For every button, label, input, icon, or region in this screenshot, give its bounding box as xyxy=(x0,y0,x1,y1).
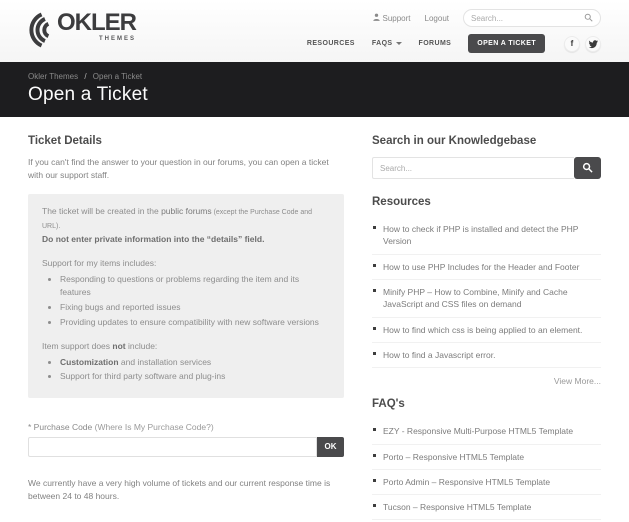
list-item xyxy=(60,273,330,300)
includes-list xyxy=(48,273,330,329)
breadcrumb xyxy=(28,72,601,81)
support-policy-box xyxy=(28,194,344,398)
breadcrumb-separator: / xyxy=(84,72,87,81)
user-icon xyxy=(373,13,380,23)
exclude-item-text: Support for third party software and plug-ins xyxy=(60,371,226,382)
resources-heading: Resources xyxy=(372,196,431,208)
list-item xyxy=(60,316,330,330)
resources-list xyxy=(372,217,601,368)
list-item xyxy=(372,495,601,520)
facebook-icon[interactable]: f xyxy=(564,36,580,52)
view-more-link[interactable]: View More... xyxy=(553,376,601,387)
logo-wave-icon xyxy=(28,11,54,49)
excludes-label-post: include: xyxy=(125,341,158,352)
open-ticket-button[interactable]: OPEN A TICKET xyxy=(468,34,545,53)
nav-item-resources[interactable] xyxy=(307,40,355,47)
ticket-details-heading: Ticket Details xyxy=(28,135,102,147)
notice-small: (except the Purchase Code and URL). xyxy=(42,209,313,230)
page-title: Open a Ticket xyxy=(28,84,148,105)
logo-text xyxy=(57,11,136,42)
resource-link[interactable]: How to find a Javascript error. xyxy=(383,349,496,360)
knowledgebase-search xyxy=(372,157,601,179)
logo-tagline: THEMES xyxy=(98,36,136,42)
resource-link[interactable]: How to use PHP Includes for the Header and Footer xyxy=(383,261,580,272)
notice-text xyxy=(42,205,330,232)
excludes-label-pre: Item support does xyxy=(42,341,113,352)
logo-name: OKLER xyxy=(57,9,136,36)
include-item-text: Fixing bugs and reported issues xyxy=(60,301,181,312)
faq-link[interactable]: Porto Admin – Responsive HTML5 Template xyxy=(383,476,551,487)
nav-faqs-label: FAQS xyxy=(371,40,393,47)
list-item xyxy=(372,470,601,495)
header xyxy=(0,0,629,62)
purchase-code-row xyxy=(28,437,344,457)
logo[interactable] xyxy=(28,11,136,62)
list-item xyxy=(372,255,601,280)
twitter-icon[interactable] xyxy=(585,36,601,52)
utility-row xyxy=(373,9,602,27)
header-right xyxy=(307,0,601,62)
logout-link[interactable] xyxy=(425,14,449,23)
excludes-list xyxy=(48,356,330,384)
kb-search-button[interactable] xyxy=(574,157,601,179)
response-time-note: We currently have a very high volume of tickets and our current response time is between 24 to 48 hours. xyxy=(28,477,331,502)
list-item xyxy=(60,370,330,384)
social-links xyxy=(564,36,601,52)
logout-label: Logout xyxy=(424,13,449,23)
list-item xyxy=(372,343,601,368)
main-nav xyxy=(307,34,601,53)
nav-forums-label: FORUMS xyxy=(418,40,452,47)
public-forums-link[interactable]: public forums xyxy=(161,206,212,217)
purchase-label-text: * Purchase Code xyxy=(28,421,95,432)
list-item xyxy=(60,356,330,370)
faqs-list xyxy=(372,419,601,520)
excludes-label-bold: not xyxy=(112,341,126,352)
resource-link[interactable]: Minify PHP – How to Combine, Minify and Cache JavaScript and CSS files on demand xyxy=(383,286,568,310)
include-item-text: Responding to questions or problems regarding the item and its features xyxy=(60,273,300,298)
view-more xyxy=(372,370,601,396)
faq-link[interactable]: Tucson – Responsive HTML5 Template xyxy=(383,502,532,513)
page-title-band xyxy=(0,62,629,117)
purchase-code-label xyxy=(28,422,344,432)
search-icon xyxy=(582,161,593,176)
header-search-input[interactable] xyxy=(471,14,584,23)
sidebar xyxy=(372,135,601,522)
kb-search-input[interactable] xyxy=(372,157,574,179)
list-item xyxy=(372,217,601,255)
support-label: Support xyxy=(382,13,411,23)
main-content xyxy=(0,117,629,522)
knowledgebase-heading: Search in our Knowledgebase xyxy=(372,135,537,147)
resource-link[interactable]: How to check if PHP is installed and detect the PHP Version xyxy=(383,224,579,247)
purchase-code-help-link[interactable]: (Where Is My Purchase Code?) xyxy=(94,421,214,432)
purchase-code-input[interactable] xyxy=(28,437,317,457)
chevron-down-icon xyxy=(396,42,402,45)
ticket-intro: If you can't find the answer to your question in our forums, you can open a ticket with our support staff. xyxy=(28,157,329,181)
notice-pre: The ticket will be created in the xyxy=(42,206,162,217)
faq-link[interactable]: Porto – Responsive HTML5 Template xyxy=(383,451,525,462)
exclude-item-bold: Customization xyxy=(60,356,119,367)
include-item-text: Providing updates to ensure compatibility with new software versions xyxy=(60,316,319,327)
list-item xyxy=(60,301,330,315)
resource-link[interactable]: How to find which css is being applied to an element. xyxy=(383,324,583,335)
excludes-label xyxy=(42,340,330,354)
header-search xyxy=(463,9,601,27)
ticket-details-section xyxy=(28,135,344,522)
nav-resources-label: RESOURCES xyxy=(306,40,355,47)
faq-link[interactable]: EZY - Responsive Multi-Purpose HTML5 Template xyxy=(383,426,574,437)
breadcrumb-home-link[interactable]: Okler Themes xyxy=(28,72,79,81)
list-item xyxy=(372,419,601,444)
support-link[interactable] xyxy=(373,13,411,23)
breadcrumb-current: Open a Ticket xyxy=(92,72,143,81)
ok-button[interactable]: OK xyxy=(317,437,344,457)
list-item xyxy=(372,318,601,343)
list-item xyxy=(372,445,601,470)
search-icon[interactable] xyxy=(584,13,593,24)
exclude-item-rest: and installation services xyxy=(118,356,212,367)
includes-label: Support for my items includes: xyxy=(42,258,157,269)
notice-bold: Do not enter private information into the “details” field. xyxy=(42,233,265,244)
nav-item-faqs[interactable] xyxy=(372,40,402,47)
list-item xyxy=(372,280,601,318)
faqs-heading: FAQ's xyxy=(372,398,405,411)
nav-item-forums[interactable] xyxy=(419,40,452,47)
